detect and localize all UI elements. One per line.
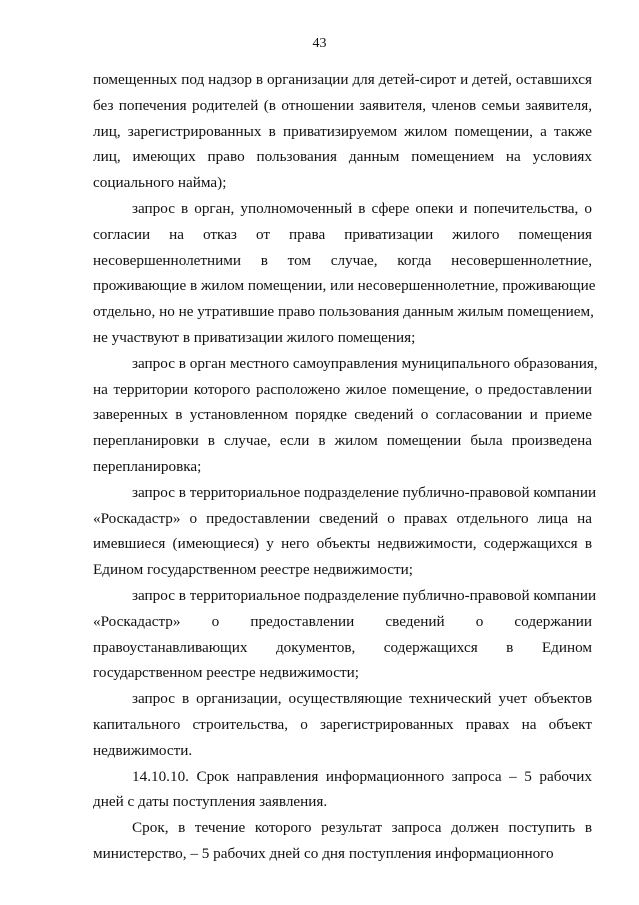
paragraph: [93, 351, 598, 480]
text-line: перепланировка;: [93, 457, 202, 475]
text-line: имевшиеся (имеющиеся) у него объекты недвижимости, содержащихся в: [93, 535, 592, 553]
text-line: лиц, имеющих право пользования данным помещением на условиях: [93, 148, 592, 166]
page-number: 43: [312, 36, 327, 51]
text-line: государственном реестре недвижимости;: [93, 664, 360, 682]
text-line: согласии на отказ от права приватизации жилого помещения: [93, 225, 592, 243]
text-line: перепланировки в случае, если в жилом помещении была произведена: [93, 432, 592, 450]
document-body: [93, 67, 598, 867]
text-line: проживающие в жилом помещении, или несовершеннолетние, проживающие: [93, 277, 596, 295]
text-line: «Роскадастр» о предоставлении сведений о правах отдельного лица на: [93, 509, 592, 527]
text-line: недвижимости.: [93, 741, 193, 759]
text-line: отдельно, но не утратившие право пользования данным жилым помещением,: [93, 303, 594, 321]
text-line: без попечения родителей (в отношении заявителя, членов семьи заявителя,: [93, 96, 592, 114]
text-line: дней с даты поступления заявления.: [93, 793, 328, 811]
text-line: 14.10.10. Срок направления информационного запроса – 5 рабочих: [132, 767, 592, 785]
text-line: капитального строительства, о зарегистрированных правах на объект: [93, 715, 592, 733]
text-line: запрос в организации, осуществляющие технический учет объектов: [132, 690, 592, 708]
text-line: не участвуют в приватизации жилого помещения;: [93, 328, 416, 346]
paragraph: [93, 686, 592, 763]
text-line: помещенных под надзор в организации для детей-сирот и детей, оставшихся: [93, 71, 592, 88]
paragraph: [93, 583, 597, 686]
text-line: запрос в территориальное подразделение публично-правовой компании: [132, 483, 597, 501]
text-line: запрос в орган местного самоуправления муниципального образования,: [132, 354, 598, 372]
text-line: Срок, в течение которого результат запроса должен поступить в: [132, 819, 592, 837]
text-line: запрос в территориальное подразделение публично-правовой компании: [132, 586, 597, 604]
text-line: социального найма);: [93, 174, 227, 192]
text-line: заверенных в установленном порядке сведений о согласовании и приеме: [93, 406, 592, 424]
text-line: запрос в орган, уполномоченный в сфере опеки и попечительства, о: [132, 199, 592, 217]
paragraph: [93, 67, 592, 196]
text-line: на территории которого расположено жилое помещение, о предоставлении: [93, 380, 592, 398]
text-line: Едином государственном реестре недвижимости;: [93, 561, 413, 579]
paragraph: [93, 480, 597, 583]
paragraph: [93, 196, 596, 351]
text-line: министерство, – 5 рабочих дней со дня поступления информационного: [93, 844, 554, 862]
text-line: несовершеннолетними в том случае, когда несовершеннолетние,: [93, 251, 592, 269]
text-line: «Роскадастр» о предоставлении сведений о содержании: [93, 612, 592, 630]
paragraph: [93, 815, 592, 867]
paragraph: [93, 764, 592, 816]
text-line: лиц, зарегистрированных в приватизируемом жилом помещении, а также: [93, 122, 592, 140]
text-line: правоустанавливающих документов, содержащихся в Едином: [93, 638, 592, 656]
